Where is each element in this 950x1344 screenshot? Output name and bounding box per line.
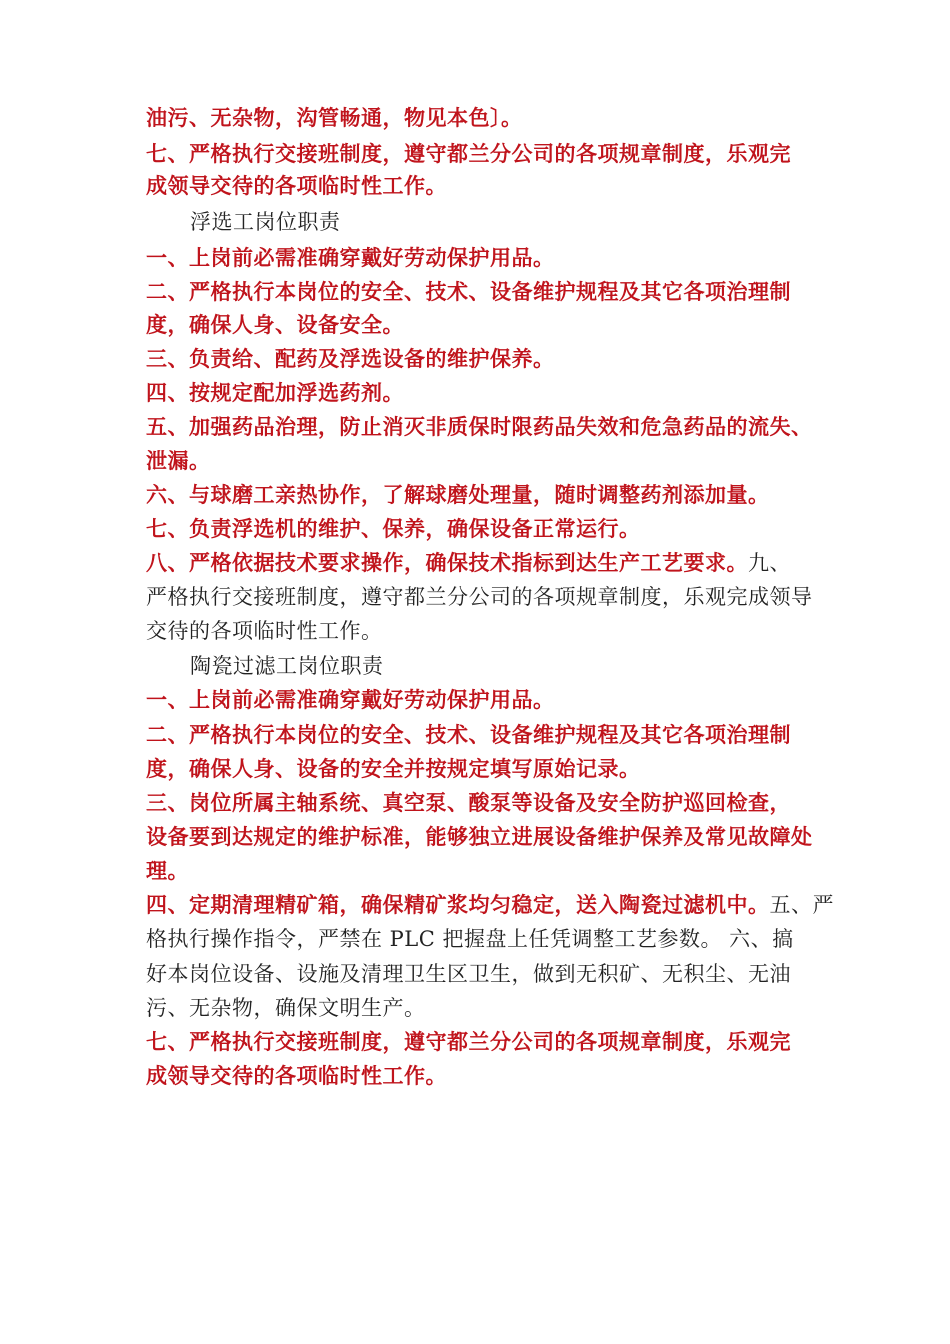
text-segment: 污、无杂物，确保文明生产。 (146, 996, 426, 1020)
text-segment: 度，确保人身、设备的安全并按规定填写原始记录。 (146, 757, 641, 781)
text-segment: 七、严格执行交接班制度，遵守都兰分公司的各项规章制度，乐观完 (146, 1030, 791, 1054)
text-line (146, 857, 826, 885)
text-line (146, 447, 826, 475)
text-line (146, 172, 826, 200)
text-segment: 成领导交待的各项临时性工作。 (146, 1064, 447, 1088)
section-heading (190, 208, 870, 236)
text-segment: 设备要到达规定的维护标准，能够独立进展设备维护保养及常见故障处 (146, 825, 813, 849)
text-line (146, 960, 826, 988)
text-line (146, 789, 826, 817)
text-segment: 陶瓷过滤工岗位职责 (190, 654, 384, 678)
text-line (146, 617, 826, 645)
text-segment: 油污、无杂物，沟管畅通，物见本色〕。 (146, 106, 523, 130)
text-segment: 浮选工岗位职责 (190, 210, 341, 234)
text-line (146, 891, 834, 919)
text-segment: 三、岗位所属主轴系统、真空泵、酸泵等设备及安全防护巡回检查， (146, 791, 791, 815)
text-line (146, 549, 826, 577)
text-segment: 五、加强药品治理，防止消灭非质保时限药品失效和危急药品的流失、 (146, 415, 813, 439)
text-line (146, 481, 826, 509)
text-segment: 泄漏。 (146, 449, 211, 473)
text-segment: 五、严 (769, 893, 834, 917)
text-line (146, 140, 826, 168)
text-segment: 一、上岗前必需准确穿戴好劳动保护用品。 (146, 246, 555, 270)
text-line (146, 583, 826, 611)
text-line (146, 379, 826, 407)
text-segment: 成领导交待的各项临时性工作。 (146, 174, 447, 198)
text-segment: 七、严格执行交接班制度，遵守都兰分公司的各项规章制度，乐观完 (146, 142, 791, 166)
text-segment: 九、 (748, 551, 791, 575)
text-segment: 二、严格执行本岗位的安全、技术、设备维护规程及其它各项治理制 (146, 280, 791, 304)
text-line (146, 1062, 826, 1090)
text-segment: 四、定期清理精矿箱，确保精矿浆均匀稳定，送入陶瓷过滤机中。 (146, 893, 770, 917)
text-segment: 理。 (146, 859, 189, 883)
text-segment: 八、严格依据技术要求操作，确保技术指标到达生产工艺要求。 (146, 551, 748, 575)
text-segment: 好本岗位设备、设施及清理卫生区卫生，做到无积矿、无积尘、无油 (146, 962, 791, 986)
text-segment: 六、与球磨工亲热协作，了解球磨处理量，随时调整药剂添加量。 (146, 483, 770, 507)
text-segment: 交待的各项临时性工作。 (146, 619, 383, 643)
text-segment: 二、严格执行本岗位的安全、技术、设备维护规程及其它各项治理制 (146, 723, 791, 747)
text-line (146, 345, 826, 373)
text-line (146, 278, 826, 306)
text-line (146, 311, 826, 339)
text-line (146, 244, 826, 272)
text-segment: 三、负责给、配药及浮选设备的维护保养。 (146, 347, 555, 371)
text-segment: 一、上岗前必需准确穿戴好劳动保护用品。 (146, 688, 555, 712)
text-segment: 七、负责浮选机的维护、保养，确保设备正常运行。 (146, 517, 641, 541)
text-line (146, 721, 826, 749)
text-segment: 度，确保人身、设备安全。 (146, 313, 404, 337)
text-line (146, 755, 826, 783)
text-segment: 四、按规定配加浮选药剂。 (146, 381, 404, 405)
text-segment: 严格执行交接班制度，遵守都兰分公司的各项规章制度，乐观完成领导 (146, 585, 813, 609)
text-line (146, 413, 826, 441)
text-line (146, 515, 826, 543)
text-line (146, 686, 826, 714)
text-segment: 格执行操作指令，严禁在 PLC 把握盘上任凭调整工艺参数。 六、搞 (146, 927, 794, 951)
text-line (146, 823, 826, 851)
section-heading (190, 652, 870, 680)
text-line (146, 104, 826, 132)
text-line (146, 994, 826, 1022)
text-line (146, 925, 826, 953)
text-line (146, 1028, 826, 1056)
